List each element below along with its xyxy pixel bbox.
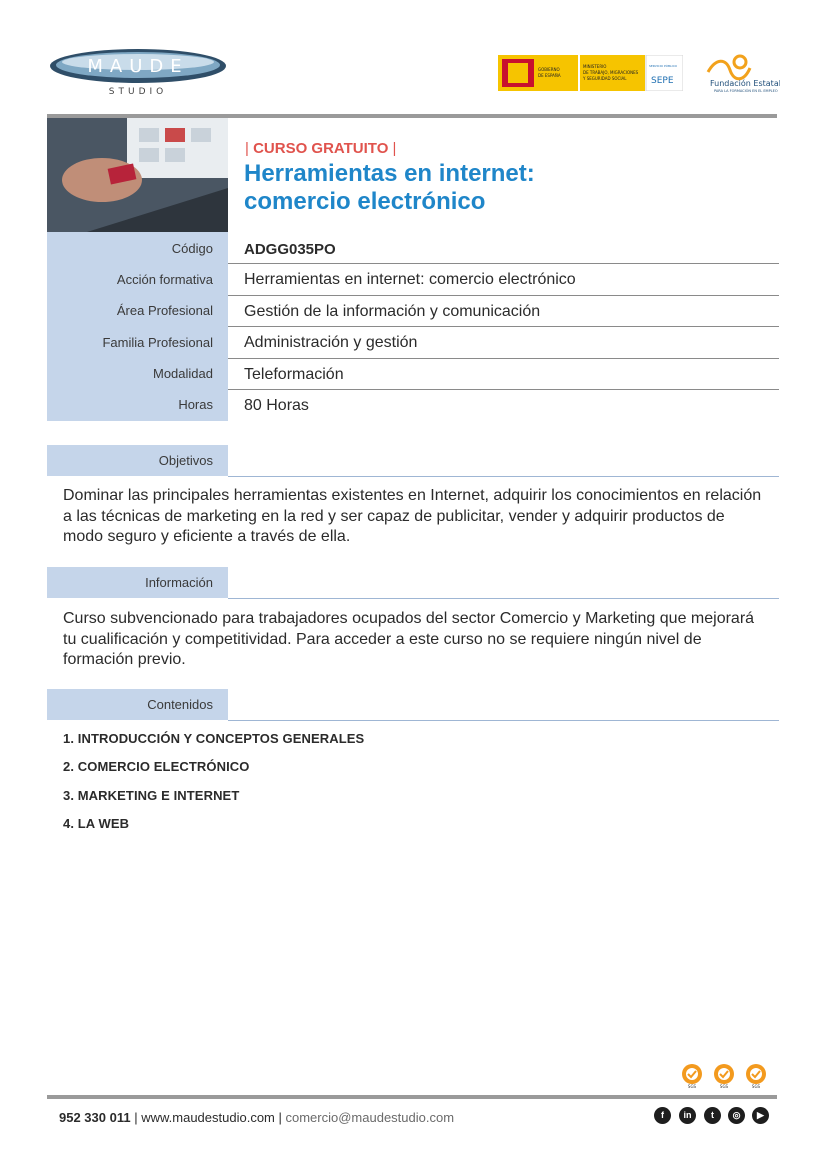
youtube-icon[interactable]: ▶: [752, 1107, 769, 1124]
info-value-familia: Administración y gestión: [244, 334, 418, 351]
section-label-objetivos: [47, 445, 228, 476]
svg-text:Y SEGURIDAD SOCIAL: Y SEGURIDAD SOCIAL: [583, 76, 627, 81]
info-label-accion: Acción formativa: [116, 272, 213, 287]
row-divider: [228, 326, 779, 327]
objetivos-heading: Objetivos: [158, 453, 213, 468]
section-divider: [228, 476, 779, 477]
tag-bar-right: |: [392, 140, 397, 157]
svg-text:GOBIERNO: GOBIERNO: [538, 67, 560, 72]
course-title-line2: comercio electrónico: [244, 188, 486, 215]
course-title: [244, 160, 764, 216]
contenido-item: 4. LA WEB: [63, 816, 130, 831]
row-divider: [228, 358, 779, 359]
svg-text:STUDIO: STUDIO: [108, 87, 168, 97]
footer-contact: [59, 1110, 454, 1125]
sgs-certification-icon: [744, 1063, 768, 1089]
section-label-informacion: [47, 567, 228, 598]
section-label-contenidos: [47, 689, 228, 720]
linkedin-icon[interactable]: in: [679, 1107, 696, 1124]
svg-text:DE TRABAJO, MIGRACIONES: DE TRABAJO, MIGRACIONES: [583, 70, 639, 75]
footer-separator: |: [134, 1110, 142, 1125]
svg-text:SGS: SGS: [719, 1084, 729, 1089]
instagram-icon[interactable]: ◎: [728, 1107, 745, 1124]
sgs-certification-icon: [712, 1063, 736, 1089]
info-label-area: Área Profesional: [116, 303, 213, 318]
info-value-area: Gestión de la información y comunicación: [244, 303, 541, 320]
info-label-horas: Horas: [178, 397, 213, 412]
course-tag-label: CURSO GRATUITO: [253, 140, 389, 157]
svg-text:SGS: SGS: [687, 1084, 697, 1089]
row-divider: [228, 263, 779, 264]
svg-text:SGS: SGS: [751, 1084, 761, 1089]
svg-text:Fundación Estatal: Fundación Estatal: [710, 79, 780, 88]
footer-separator: |: [278, 1110, 286, 1125]
course-tag: [245, 140, 396, 157]
svg-text:SEPE: SEPE: [651, 76, 674, 86]
footer-email[interactable]: comercio@maudestudio.com: [285, 1110, 455, 1125]
svg-text:PARA LA FORMACIÓN EN EL EMPLEO: PARA LA FORMACIÓN EN EL EMPLEO: [714, 89, 778, 93]
contenido-item: 1. INTRODUCCIÓN Y CONCEPTOS GENERALES: [63, 731, 365, 746]
info-label-modalidad: Modalidad: [153, 366, 213, 381]
svg-text:DE ESPAÑA: DE ESPAÑA: [538, 73, 561, 78]
info-value-accion: Herramientas en internet: comercio electrónico: [244, 271, 576, 288]
row-divider: [228, 295, 779, 296]
svg-text:MINISTERIO: MINISTERIO: [583, 64, 607, 69]
svg-text:MAUDE: MAUDE: [87, 56, 189, 77]
course-image: [47, 118, 228, 232]
contenidos-heading: Contenidos: [147, 697, 213, 712]
info-value-horas: 80 Horas: [244, 397, 309, 414]
section-divider: [228, 720, 779, 721]
contenido-item: 3. MARKETING E INTERNET: [63, 788, 240, 803]
svg-text:SERVICIO PÚBLICO: SERVICIO PÚBLICO: [649, 64, 678, 68]
tag-bar-left: |: [245, 140, 249, 157]
sgs-certification-icon: [680, 1063, 704, 1089]
informacion-heading: Información: [145, 575, 213, 590]
fundacion-estatal-logo: [700, 52, 780, 94]
informacion-text: Curso subvencionado para trabajadores ocupados del sector Comercio y Marketing que mejorará tu cualificación y competitividad. Para acceder a este curso no se requiere ningún nivel de formación previo.: [63, 610, 755, 668]
info-label-codigo: Código: [171, 241, 213, 256]
info-label-column: [47, 232, 228, 421]
facebook-icon[interactable]: f: [654, 1107, 671, 1124]
maude-studio-logo: [48, 46, 230, 98]
objetivos-text: Dominar las principales herramientas existentes en Internet, adquirir los conocimientos en relación a las técnicas de marketing en la red y ser capaz de publicitar, vender y adquirir productos de modo seguro y eficiente a través de ella.: [63, 487, 762, 545]
government-logos: [498, 55, 683, 91]
section-divider: [228, 598, 779, 599]
course-title-line1: Herramientas en internet:: [244, 160, 535, 187]
info-value-codigo: ADGG035PO: [244, 241, 336, 258]
footer-website[interactable]: www.maudestudio.com: [141, 1110, 275, 1125]
footer-divider: [47, 1095, 777, 1099]
info-value-modalidad: Teleformación: [244, 366, 344, 383]
footer-phone[interactable]: 952 330 011: [59, 1110, 131, 1125]
twitter-icon[interactable]: t: [704, 1107, 721, 1124]
row-divider: [228, 389, 779, 390]
contenido-item: 2. COMERCIO ELECTRÓNICO: [63, 759, 250, 774]
info-label-familia: Familia Profesional: [102, 335, 213, 350]
